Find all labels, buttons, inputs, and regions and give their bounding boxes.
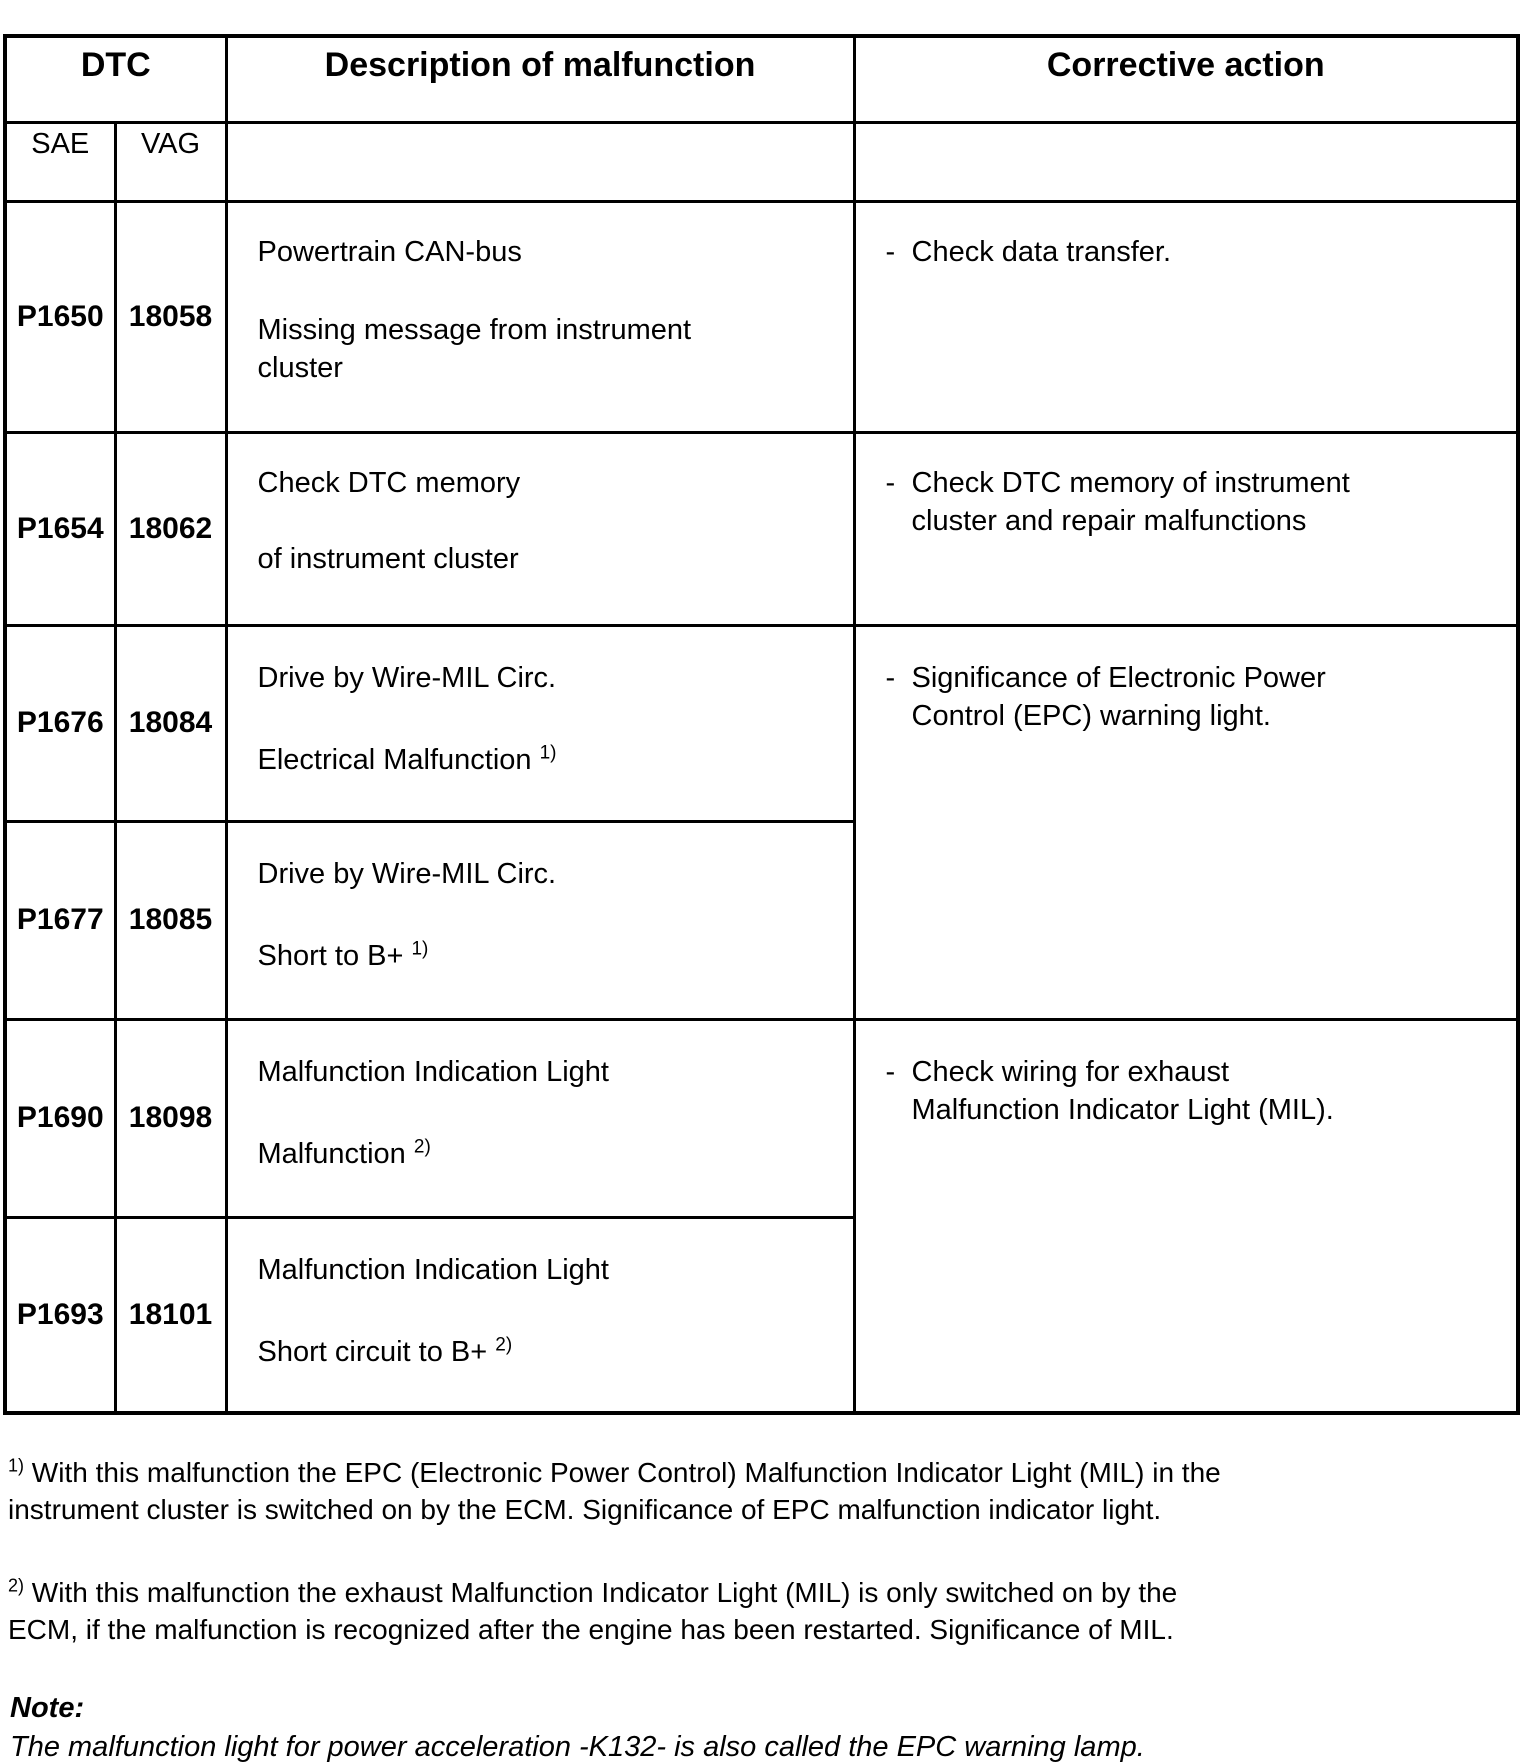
table-row <box>5 201 1518 432</box>
description-line: cluster <box>257 351 343 384</box>
vag-code: 18084 <box>115 625 226 821</box>
description-line: Malfunction $^{2)}$ <box>257 1135 431 1170</box>
subheader-row <box>5 122 1518 201</box>
table-row <box>5 1019 1518 1217</box>
header-vag: VAG <box>115 122 226 201</box>
sae-code: P1654 <box>5 432 115 625</box>
action-cell <box>854 432 1518 625</box>
description-line: Drive by Wire-MIL Circ. <box>257 857 557 890</box>
footnote-ref: 1) <box>411 937 429 959</box>
sae-code: P1693 <box>5 1217 115 1413</box>
note-text: The malfunction light for power acceleration -K132- is also called the EPC warning lamp. <box>10 1731 1145 1763</box>
action-line: - Check data transfer. <box>885 235 1172 268</box>
action-line: Control (EPC) warning light. <box>911 699 1271 732</box>
vag-code: 18098 <box>115 1019 226 1217</box>
action-cell <box>854 625 1518 1019</box>
description-cell <box>226 821 854 1019</box>
action-line: - Significance of Electronic Power <box>885 661 1326 694</box>
sae-code: P1677 <box>5 821 115 1019</box>
footnote-text: ECM, if the malfunction is recognized after the engine has been restarted. Significance of MIL. <box>8 1614 1174 1645</box>
footnote-ref: 1) <box>539 741 557 763</box>
action-cell <box>854 201 1518 432</box>
header-description: Description of malfunction <box>226 36 854 122</box>
vag-code: 18062 <box>115 432 226 625</box>
note-title: Note: <box>10 1692 85 1724</box>
footnote-2 <box>8 1574 1508 1648</box>
footnote-1 <box>8 1454 1508 1528</box>
description-line: Malfunction Indication Light <box>257 1055 609 1088</box>
description-line: Powertrain CAN-bus <box>257 235 522 268</box>
subheader-empty-desc <box>226 122 854 201</box>
footnote-text: instrument cluster is switched on by the ECM. Significance of EPC malfunction indicator light. <box>8 1494 1162 1525</box>
sae-code: P1690 <box>5 1019 115 1217</box>
description-cell <box>226 1019 854 1217</box>
sae-code: P1676 <box>5 625 115 821</box>
sae-code: P1650 <box>5 201 115 432</box>
subheader-empty-action <box>854 122 1518 201</box>
table-row <box>5 625 1518 821</box>
description-line: Malfunction Indication Light <box>257 1253 609 1286</box>
description-cell <box>226 1217 854 1413</box>
action-line: - Check DTC memory of instrument <box>885 466 1350 499</box>
vag-code: 18085 <box>115 821 226 1019</box>
description-line: Drive by Wire-MIL Circ. <box>257 661 557 694</box>
description-line: of instrument cluster <box>257 542 519 575</box>
header-row <box>5 36 1518 122</box>
description-cell <box>226 625 854 821</box>
description-line: Missing message from instrument <box>257 313 692 346</box>
table-row <box>5 432 1518 625</box>
action-line: Malfunction Indicator Light (MIL). <box>911 1093 1334 1126</box>
description-cell <box>226 432 854 625</box>
description-line: Electrical Malfunction $^{1)}$ <box>257 741 557 776</box>
description-line: Check DTC memory <box>257 466 521 499</box>
footnote-marker: 1) <box>8 1455 25 1476</box>
footnote-ref: 2) <box>413 1135 431 1157</box>
action-line: - Check wiring for exhaust <box>885 1055 1230 1088</box>
vag-code: 18101 <box>115 1217 226 1413</box>
footnote-text: With this malfunction the EPC (Electronic Power Control) Malfunction Indicator Light (MIL) in the <box>31 1457 1221 1488</box>
vag-code: 18058 <box>115 201 226 432</box>
footnote-marker: 2) <box>8 1575 25 1596</box>
description-cell <box>226 201 854 432</box>
action-cell <box>854 1019 1518 1413</box>
footnote-ref: 2) <box>495 1333 513 1355</box>
header-action: Corrective action <box>854 36 1518 122</box>
header-sae: SAE <box>5 122 115 201</box>
header-dtc: DTC <box>5 36 226 122</box>
action-line: cluster and repair malfunctions <box>911 504 1307 537</box>
dtc-table <box>3 34 1520 1415</box>
description-line: Short to B+ $^{1)}$ <box>257 937 429 972</box>
description-line: Short circuit to B+ $^{2)}$ <box>257 1333 513 1368</box>
footnote-text: With this malfunction the exhaust Malfunction Indicator Light (MIL) is only switched on by the <box>31 1577 1178 1608</box>
